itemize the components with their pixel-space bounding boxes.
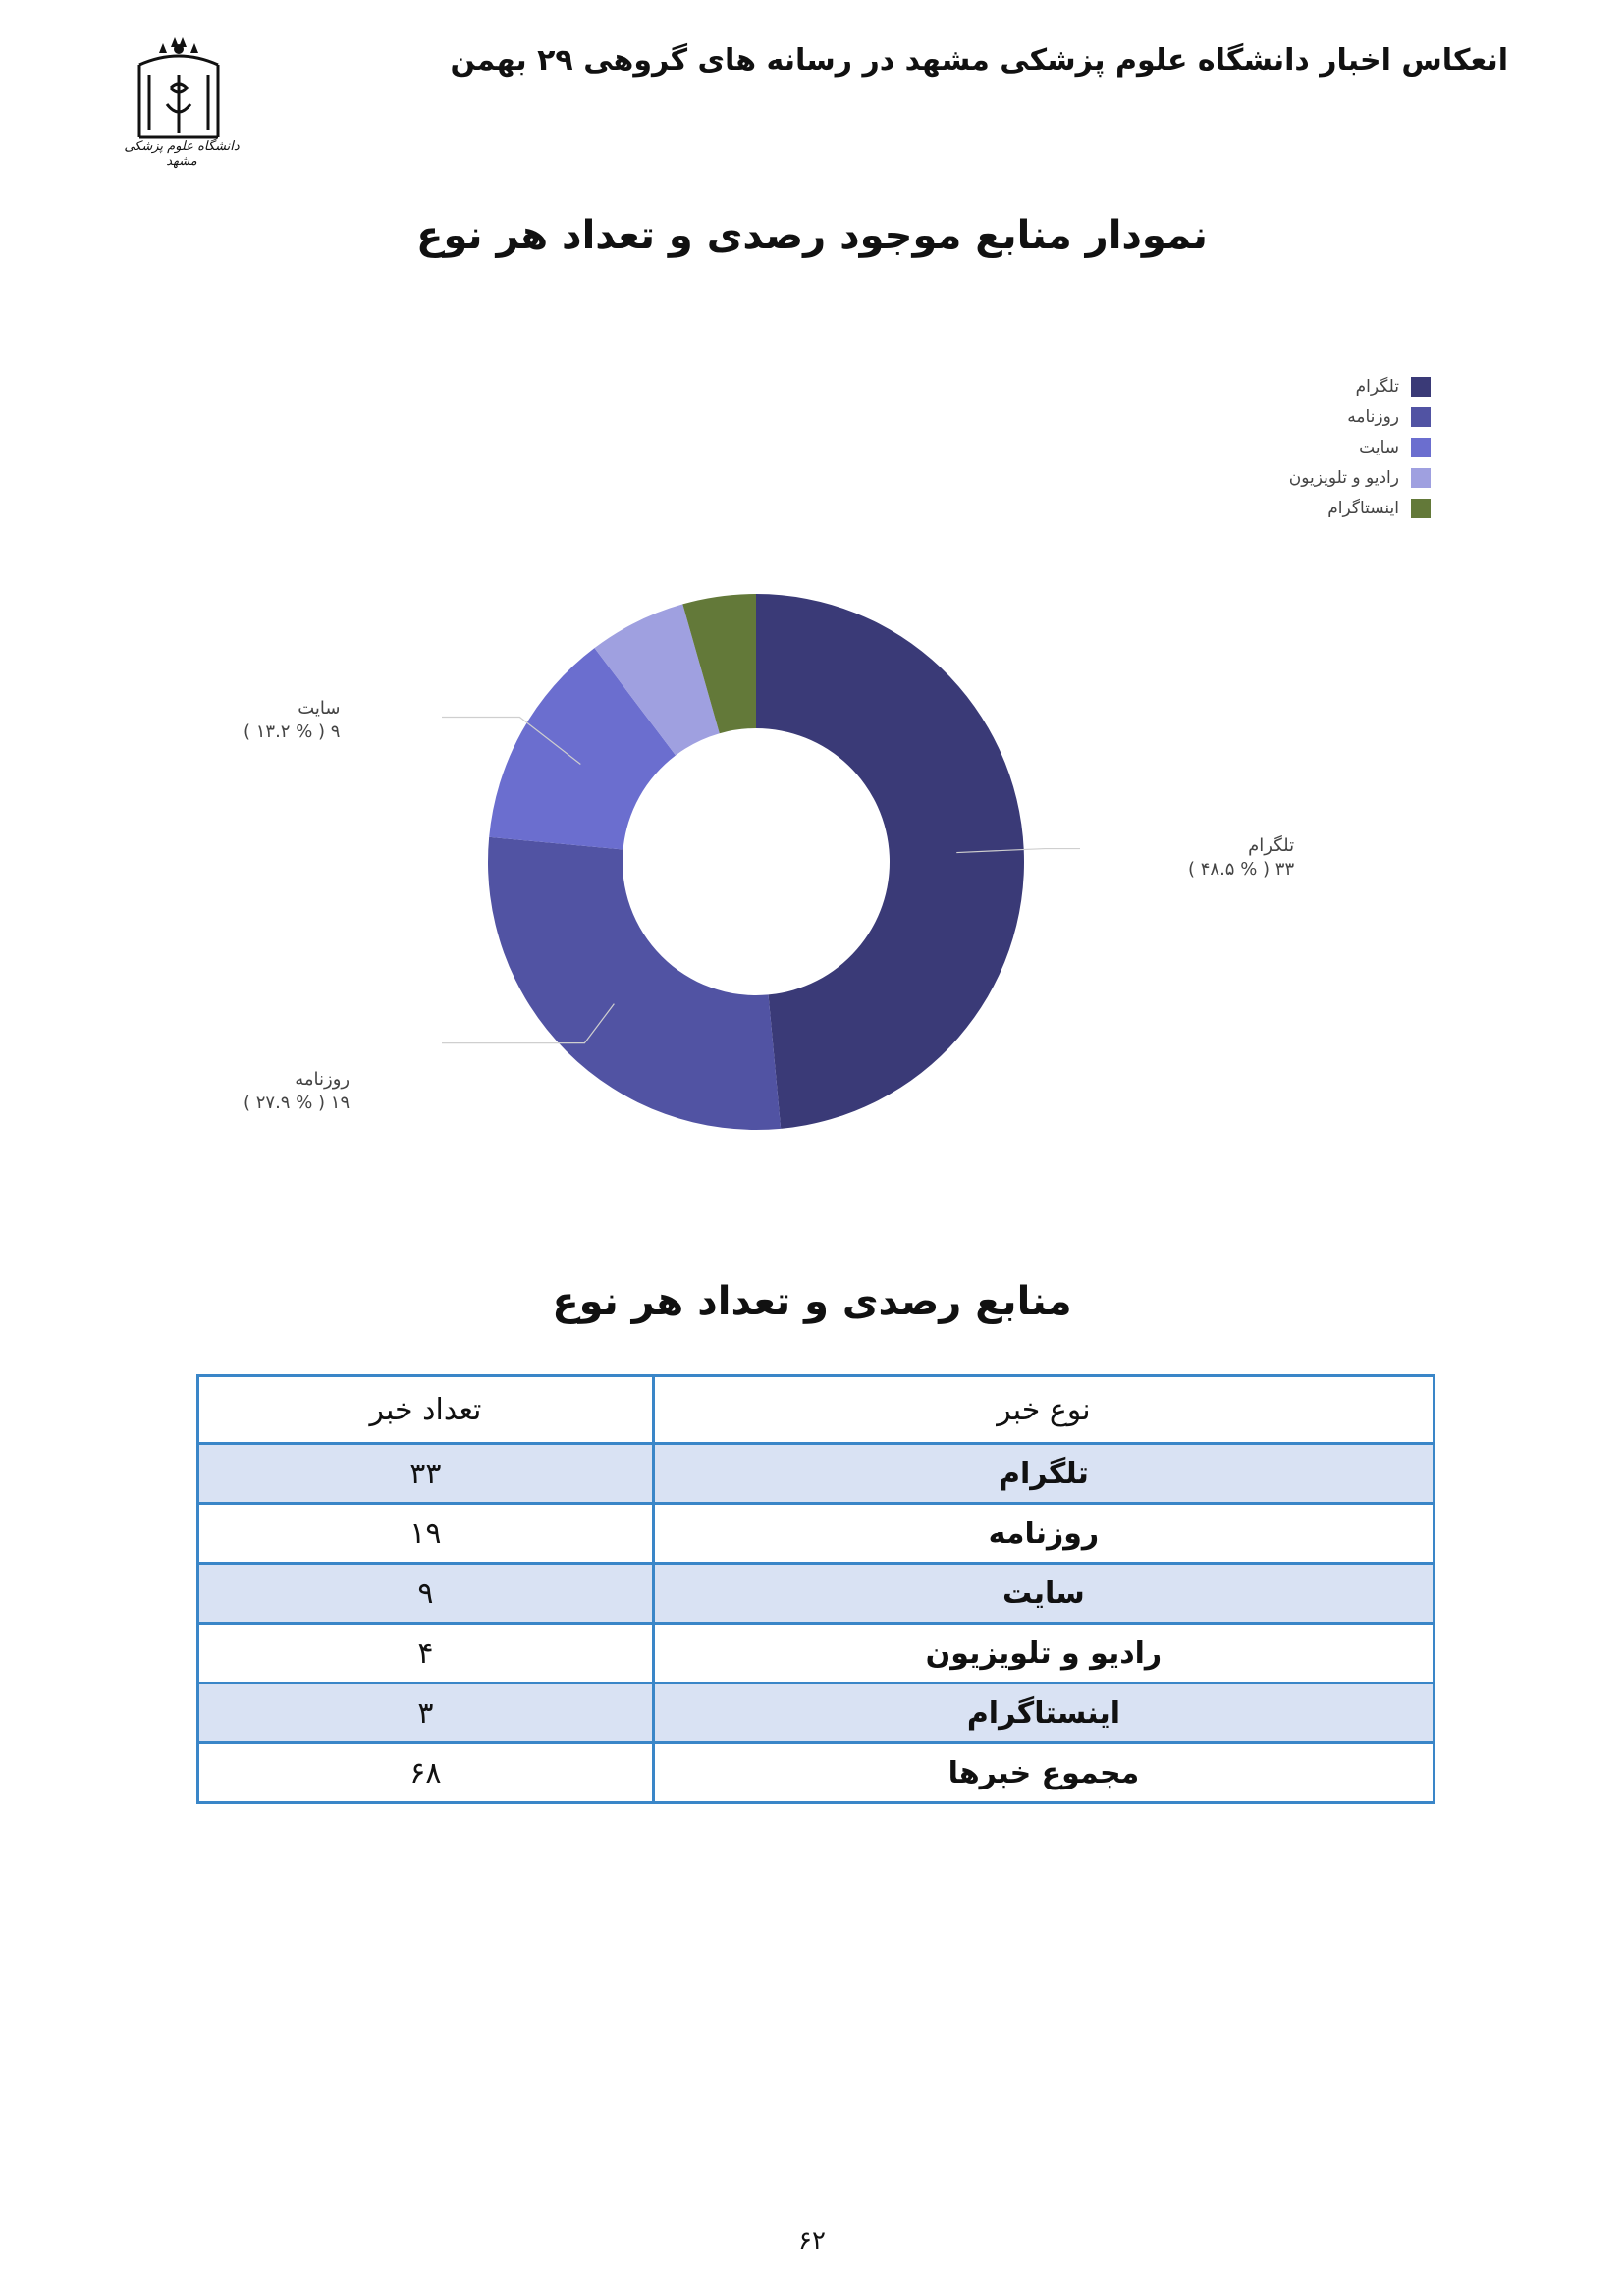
chart-legend	[1289, 371, 1431, 523]
legend-label: روزنامه	[1347, 406, 1399, 427]
legend-item	[1289, 462, 1431, 493]
cell-count: ۱۹	[198, 1504, 654, 1564]
cell-count: ۳	[198, 1683, 654, 1743]
cell-count: ۴	[198, 1624, 654, 1683]
legend-swatch	[1411, 468, 1431, 488]
table-row-total	[198, 1743, 1435, 1803]
cell-type: سایت	[653, 1564, 1434, 1624]
callout-label: تلگرام	[1248, 835, 1295, 856]
table-row	[198, 1683, 1435, 1743]
sources-table	[196, 1374, 1435, 1804]
legend-swatch	[1411, 377, 1431, 397]
cell-count: ۶۸	[198, 1743, 654, 1803]
page-number: ۶۲	[798, 2226, 826, 2256]
header-news-type: نوع خبر	[653, 1376, 1434, 1444]
legend-item	[1289, 401, 1431, 432]
table-row	[198, 1444, 1435, 1504]
legend-label: اینستاگرام	[1327, 498, 1399, 518]
legend-item	[1289, 493, 1431, 523]
cell-type: تلگرام	[653, 1444, 1434, 1504]
callout-value: ۹ ( % ۱۳.۲ )	[244, 721, 341, 742]
cell-count: ۹	[198, 1564, 654, 1624]
table-title: منابع رصدی و تعداد هر نوع	[552, 1279, 1072, 1324]
legend-item	[1289, 371, 1431, 401]
cell-type: روزنامه	[653, 1504, 1434, 1564]
legend-item	[1289, 432, 1431, 462]
header-news-count: تعداد خبر	[198, 1376, 654, 1444]
legend-swatch	[1411, 438, 1431, 457]
callout-value: ۱۹ ( % ۲۷.۹ )	[244, 1093, 351, 1113]
callout-label: روزنامه	[295, 1069, 351, 1090]
callout-label: سایت	[298, 698, 341, 719]
logo-caption: دانشگاه علوم پزشکی مشهد	[124, 139, 240, 169]
callout-newspaper	[244, 1068, 350, 1115]
donut-slice	[488, 837, 781, 1130]
chart-title: نمودار منابع موجود رصدی و تعداد هر نوع	[416, 213, 1208, 258]
legend-label: رادیو و تلویزیون	[1288, 467, 1399, 488]
legend-swatch	[1411, 407, 1431, 427]
legend-label: سایت	[1359, 437, 1399, 457]
donut-slice	[756, 594, 1024, 1129]
table-row	[198, 1624, 1435, 1683]
callout-value: ۳۳ ( % ۴۸.۵ )	[1188, 859, 1295, 880]
cell-type: مجموع خبرها	[653, 1743, 1434, 1803]
legend-label: تلگرام	[1355, 376, 1399, 397]
table-row	[198, 1564, 1435, 1624]
header-title: انعکاس اخبار دانشگاه علوم پزشکی مشهد در رسانه های گروهی ۲۹ بهمن	[450, 43, 1508, 78]
callout-telegram	[1188, 834, 1294, 881]
legend-swatch	[1411, 499, 1431, 518]
table-row	[198, 1504, 1435, 1564]
table-header-row	[198, 1376, 1435, 1444]
cell-type: رادیو و تلویزیون	[653, 1624, 1434, 1683]
callout-website	[244, 697, 340, 744]
cell-count: ۳۳	[198, 1444, 654, 1504]
cell-type: اینستاگرام	[653, 1683, 1434, 1743]
